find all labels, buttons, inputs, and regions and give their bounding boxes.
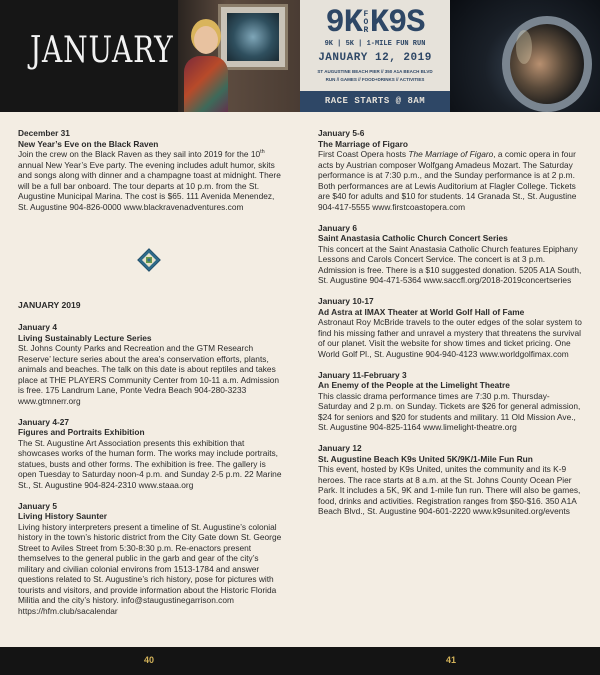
fun-run-poster	[300, 0, 450, 112]
event-title: Ad Astra at IMAX Theater at World Golf Hall of Fame	[318, 306, 525, 317]
event-date: January 5	[18, 500, 57, 511]
astronaut-helmet	[502, 16, 592, 112]
event-date: January 11-February 3	[318, 369, 407, 380]
event-date: January 5-6	[318, 128, 365, 138]
section-heading: JANUARY 2019	[18, 300, 81, 310]
event-title: New Year’s Eve on the Black Raven	[18, 138, 159, 149]
page-number-left: 40	[144, 655, 155, 665]
astronaut-image	[450, 0, 600, 112]
page-number-right: 41	[446, 655, 457, 665]
event-entry	[18, 322, 284, 406]
event-date: January 4	[18, 322, 57, 332]
month-title: JANUARY	[30, 30, 174, 71]
page-footer	[0, 647, 600, 675]
left-column	[18, 128, 284, 223]
event-title: Living History Saunter	[18, 511, 108, 521]
event-title: St. Augustine Beach K9s United 5K/9K/1-Mile Fun Run	[318, 453, 533, 464]
event-entry	[318, 128, 582, 212]
event-title: Saint Anastasia Catholic Church Concert Series	[318, 233, 508, 243]
event-entry	[318, 370, 582, 433]
event-date: January 6	[318, 222, 357, 233]
event-description: This event, hosted by K9s United, unites the community and its K-9 heroes. The race starts at 8 a.m. at the St. Johns County Ocean Pier Park. It includes a 5K, 9K and 1-mile fun run. There will also be games, food, drinks and activities. Registration ranges from $50-$16. 350 A1A Beach Blvd., St. Augustine 904-601-2220 www.k9sunited.org/events	[318, 464, 581, 516]
event-entry	[318, 443, 582, 517]
event-entry	[18, 417, 284, 491]
event-description: Astronaut Roy McBride travels to the outer edges of the solar system to find his missing father and unravel a mystery that threatens the survival of our planet. Visit the website for show times and ticket pricing. One World Golf Pl., St. Augustine 904-940-4123 www.worldgolfimax.com	[318, 317, 582, 359]
event-entry	[318, 296, 582, 359]
event-description: The St. Augustine Art Association presents this exhibition that showcases works of the human form. The works may include portraits, statues, busts and other forms. The exhibition is free. The gallery is open Tuesday to Saturday noon-4 p.m. and Sunday 2-5 p.m. 22 Marine St., St. Augustine 904-824-2310 www.staaa.org	[18, 437, 282, 490]
artist-figure	[184, 26, 228, 112]
event-title: Living Sustainably Lecture Series	[18, 332, 152, 343]
event-date: December 31	[18, 128, 70, 138]
event-date: January 12	[318, 443, 362, 453]
event-description: Living history interpreters present a timeline of St. Augustine’s colonial history in the town’s historic district from the City Gate down St. George Street to Aviles Street from 5:30-8:30 p.m. Re-enactors present themselves to the general public in the garb and gear of the city’s military and civilian colonial environs from 1513-1784 and answer questions related to St. Augustine’s rich history, pose for pictures with tourists and visitors, and provide information about the Historic Florida Militia and the city’s history. info@staugustinegarrison.com https://hfm.club/sacalendar	[18, 521, 282, 616]
poster-headline: 9K FORK9S	[325, 4, 425, 41]
header-banner	[0, 0, 600, 112]
event-entry	[18, 501, 284, 617]
framed-portrait	[218, 4, 288, 70]
right-column	[318, 128, 582, 527]
event-entry	[318, 223, 582, 286]
event-description: St. Johns County Parks and Recreation and the GTM Research Reserve’ lecture series about the area’s conservation efforts, plants, animals and beaches. The talk on this date is about reptiles and takes place at THE PLAYERS Community Center from 10-11 a.m. Admission is free. 175 Landrum Lane, Ponte Vedra Beach 904-280-3233 www.gtmnerr.org	[18, 343, 280, 406]
event-description: This classic drama performance times are 7:30 p.m. Thursday-Saturday and 2 p.m. on Sunday. Tickets are $26 for general admission, $24 for seniors and $20 for students and military. 11 Old Mission Ave., St. Augustine 904-825-1164 www.limelight-theatre.org	[318, 390, 581, 432]
diamond-ornament-icon	[137, 248, 161, 272]
event-date: January 10-17	[318, 296, 374, 306]
poster-activities: RUN // GAMES // FOOD+DRINKS // ACTIVITIES	[325, 77, 425, 82]
poster-distances: 9K | 5K | 1-MILE FUN RUN	[324, 40, 426, 48]
event-title: Figures and Portraits Exhibition	[18, 427, 145, 437]
title-block	[0, 0, 178, 112]
event-description: First Coast Opera hosts The Marriage of Figaro, a comic opera in four acts by Austrian composer Wolfgang Amadeus Mozart. The Saturday performance is at 7:30 p.m., and the Sunday performance is at 2 p.m. Both performances are at Lewis Auditorium at Flagler College. Tickets are $40 for adults and $10 for students. 14 Granada St., St. Augustine 904-417-5555 www.firstcoastopera.com	[318, 149, 577, 212]
event-description: Join the crew on the Black Raven as they sail into 2019 for the 10th annual New Year’s Eve party. The evening includes adult humor, skits and songs along with dinner and a champagne toast at midnight. There will be a full bar onboard. The tour departs at 10 p.m. from the St. Augustine Municipal Marina. The cost is $65. 111 Avenida Menendez, St. Augustine 904-826-0000 www.blackravenadventures.com	[18, 149, 281, 212]
poster-location: ST AUGUSTINE BEACH PIER // 350 A1A BEACH BLVD	[317, 69, 433, 74]
event-entry	[18, 128, 284, 212]
event-title: An Enemy of the People at the Limelight Theatre	[318, 380, 510, 390]
event-date: January 4-27	[18, 416, 70, 427]
poster-date: JANUARY 12, 2019	[318, 52, 432, 64]
artist-photo	[178, 0, 300, 112]
left-column-events	[18, 322, 284, 627]
event-title: The Marriage of Figaro	[318, 138, 408, 149]
event-description: This concert at the Saint Anastasia Catholic Church features Epiphany Lessons and Carols Concert Service. The concert is at 3 p.m. Admission is free. There is a $10 suggested donation. 5205 A1A South, St. Augustine 904-471-5364 www.saccfl.org/2018-2019concertseries	[318, 243, 582, 285]
poster-race-start: RACE STARTS @ 8AM	[300, 91, 450, 112]
